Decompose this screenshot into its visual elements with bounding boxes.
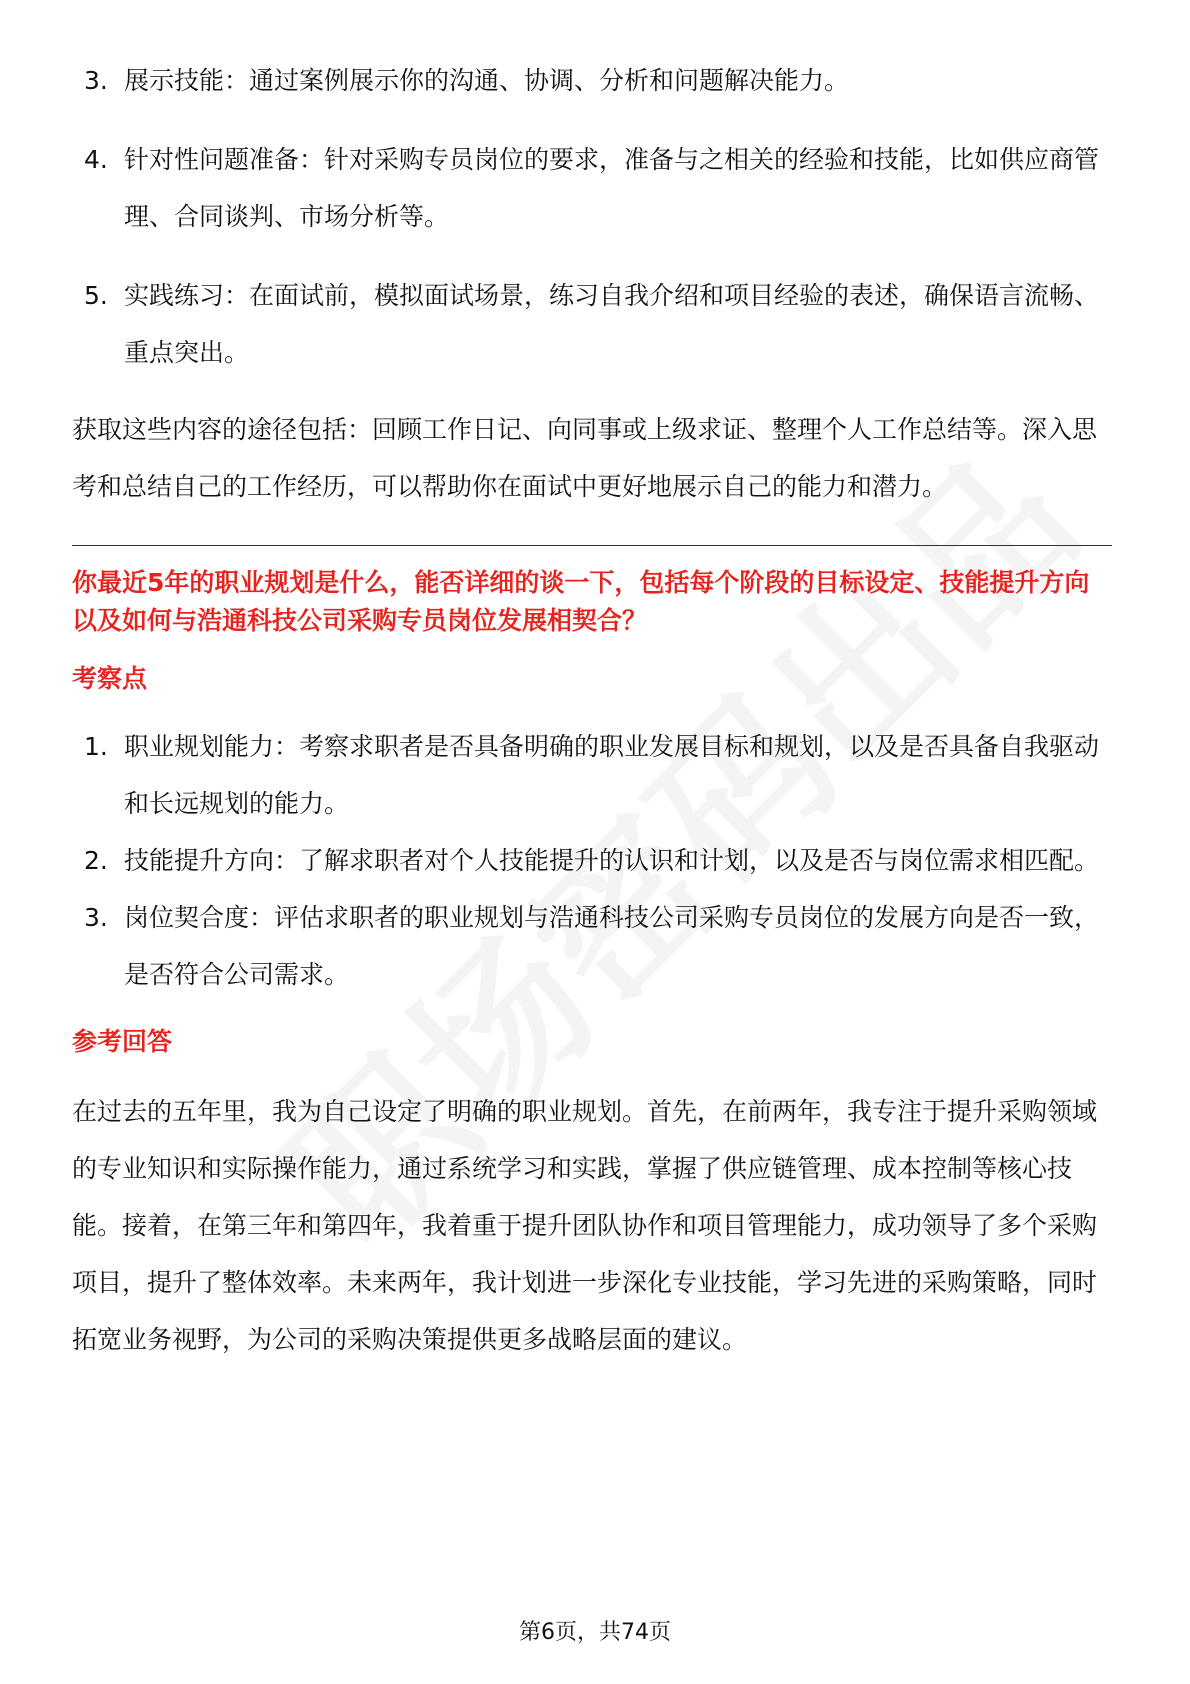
list-number: 4. — [84, 145, 108, 174]
page-footer: 第6页，共74页 — [519, 1620, 671, 1645]
list-text: 职业规划能力：考察求职者是否具备明确的职业发展目标和规划，以及是否具备自我驱动和长远规划的能力。 — [124, 732, 1100, 818]
list-item — [72, 131, 1112, 245]
answer-paragraph: 在过去的五年里，我为自己设定了明确的职业规划。首先，在前两年，我专注于提升采购领域的专业知识和实际操作能力，通过系统学习和实践，掌握了供应链管理、成本控制等核心技能。接着，在第三年和第四年，我着重于提升团队协作和项目管理能力，成功领导了多个采购项目，提升了整体效率。未来两年，我计划进一步深化专业技能，学习先进的采购策略，同时拓宽业务视野，为公司的采购决策提供更多战略层面的建议。 — [72, 1097, 1098, 1354]
list-item — [72, 267, 1112, 381]
points-heading: 考察点 — [72, 664, 148, 693]
list-text: 实践练习：在面试前，模拟面试场景，练习自我介绍和项目经验的表述，确保语言流畅、重点突出。 — [124, 281, 1100, 367]
list-item — [72, 832, 1112, 889]
question-title: 你最近5年的职业规划是什么，能否详细的谈一下，包括每个阶段的目标设定、技能提升方向以及如何与浩通科技公司采购专员岗位发展相契合？ — [72, 568, 1090, 635]
list-number: 2. — [84, 846, 108, 875]
answer-heading: 参考回答 — [72, 1027, 173, 1056]
list-number: 1. — [84, 732, 108, 761]
list-number: 3. — [84, 66, 108, 95]
list-number: 3. — [84, 903, 108, 932]
list-number: 5. — [84, 281, 108, 310]
tips-list — [72, 52, 1112, 381]
section-divider — [72, 545, 1112, 546]
list-item — [72, 52, 1112, 109]
list-text: 岗位契合度：评估求职者的职业规划与浩通科技公司采购专员岗位的发展方向是否一致，是否符合公司需求。 — [124, 903, 1100, 989]
summary-paragraph: 获取这些内容的途径包括：回顾工作日记、向同事或上级求证、整理个人工作总结等。深入思考和总结自己的工作经历，可以帮助你在面试中更好地展示自己的能力和潜力。 — [72, 415, 1098, 501]
page-content — [72, 52, 1112, 1368]
list-text: 技能提升方向：了解求职者对个人技能提升的认识和计划，以及是否与岗位需求相匹配。 — [124, 846, 1100, 875]
list-text: 展示技能：通过案例展示你的沟通、协调、分析和问题解决能力。 — [124, 66, 850, 95]
list-item — [72, 889, 1112, 1003]
points-list — [72, 718, 1112, 1003]
list-text: 针对性问题准备：针对采购专员岗位的要求，准备与之相关的经验和技能，比如供应商管理、合同谈判、市场分析等。 — [124, 145, 1100, 231]
list-item — [72, 718, 1112, 832]
